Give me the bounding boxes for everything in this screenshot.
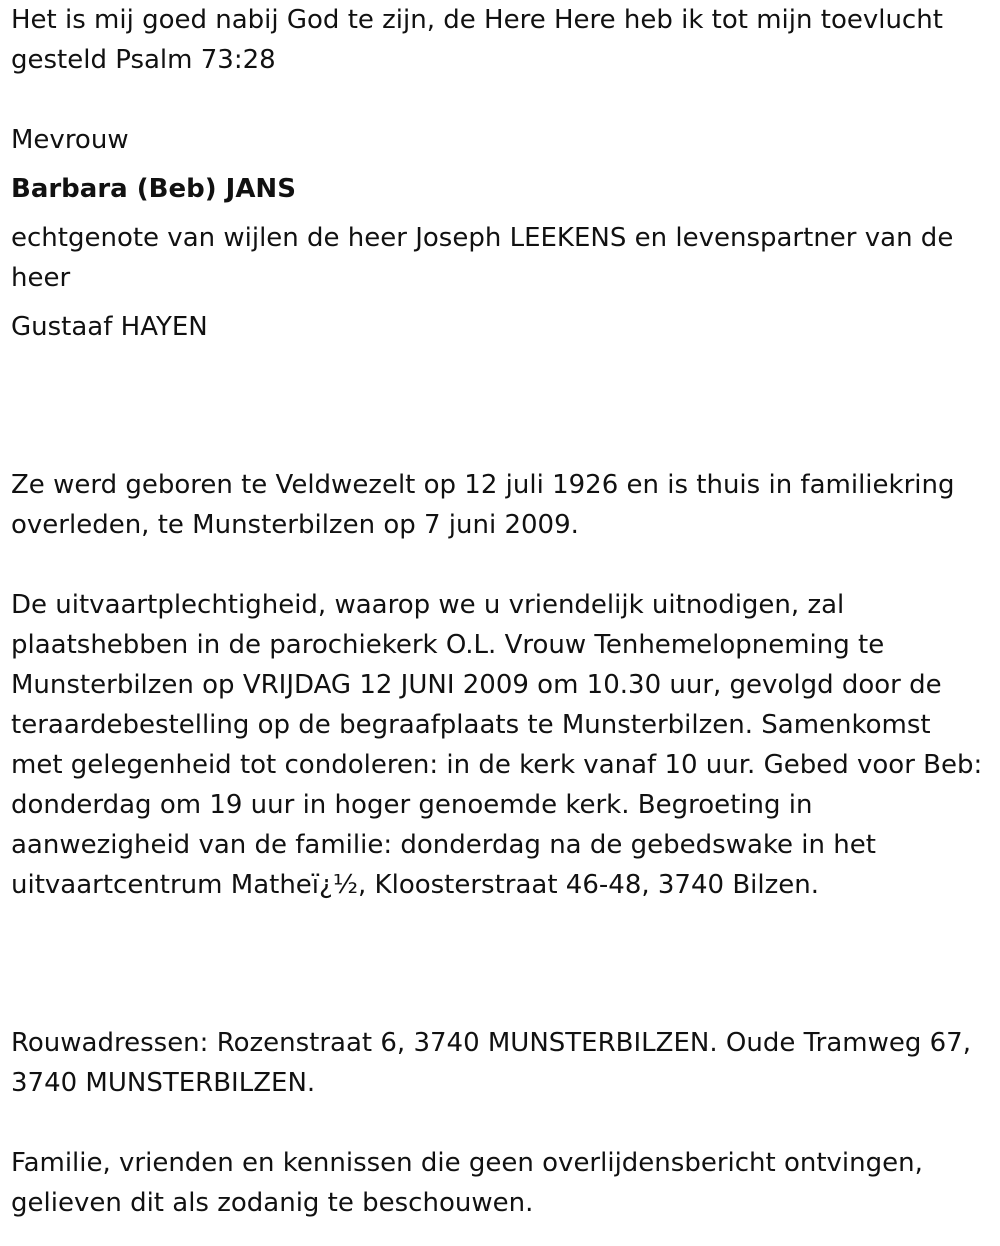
- birth-death-paragraph: Ze werd geboren te Veldwezelt op 12 juli 1926 en is thuis in familiekring overleden, te Munsterbilzen op 7 juni 2009.: [11, 470, 955, 540]
- deceased-name: Barbara (Beb) JANS: [11, 174, 296, 204]
- relation-line: echtgenote van wijlen de heer Joseph LEEKENS en levenspartner van de heer: [11, 223, 954, 293]
- death-notice: [11, 0, 986, 1223]
- mourning-addresses: Rouwadressen: Rozenstraat 6, 3740 MUNSTERBILZEN. Oude Tramweg 67, 3740 MUNSTERBILZEN.: [11, 1028, 971, 1098]
- funeral-paragraph: De uitvaartplechtigheid, waarop we u vriendelijk uitnodigen, zal plaatshebben in de parochiekerk O.L. Vrouw Tenhemelopneming te Munsterbilzen op VRIJDAG 12 JUNI 2009 om 10.30 uur, gevolgd door de teraardebestelling op de begraafplaats te Munsterbilzen. Samenkomst met gelegenheid tot condoleren: in de kerk vanaf 10 uur. Gebed voor Beb: donderdag om 19 uur in hoger genoemde kerk. Begroeting in aanwezigheid van de familie: donderdag na de gebedswake in het uitvaartcentrum Matheï¿½, Kloosterstraat 46-48, 3740 Bilzen.: [11, 590, 983, 900]
- partner-name: Gustaaf HAYEN: [11, 312, 208, 342]
- bible-verse: Het is mij goed nabij God te zijn, de Here Here heb ik tot mijn toevlucht gesteld Psalm 73:28: [11, 5, 943, 75]
- salutation: Mevrouw: [11, 125, 129, 155]
- closing-paragraph: Familie, vrienden en kennissen die geen overlijdensbericht ontvingen, gelieven dit als zodanig te beschouwen.: [11, 1148, 923, 1218]
